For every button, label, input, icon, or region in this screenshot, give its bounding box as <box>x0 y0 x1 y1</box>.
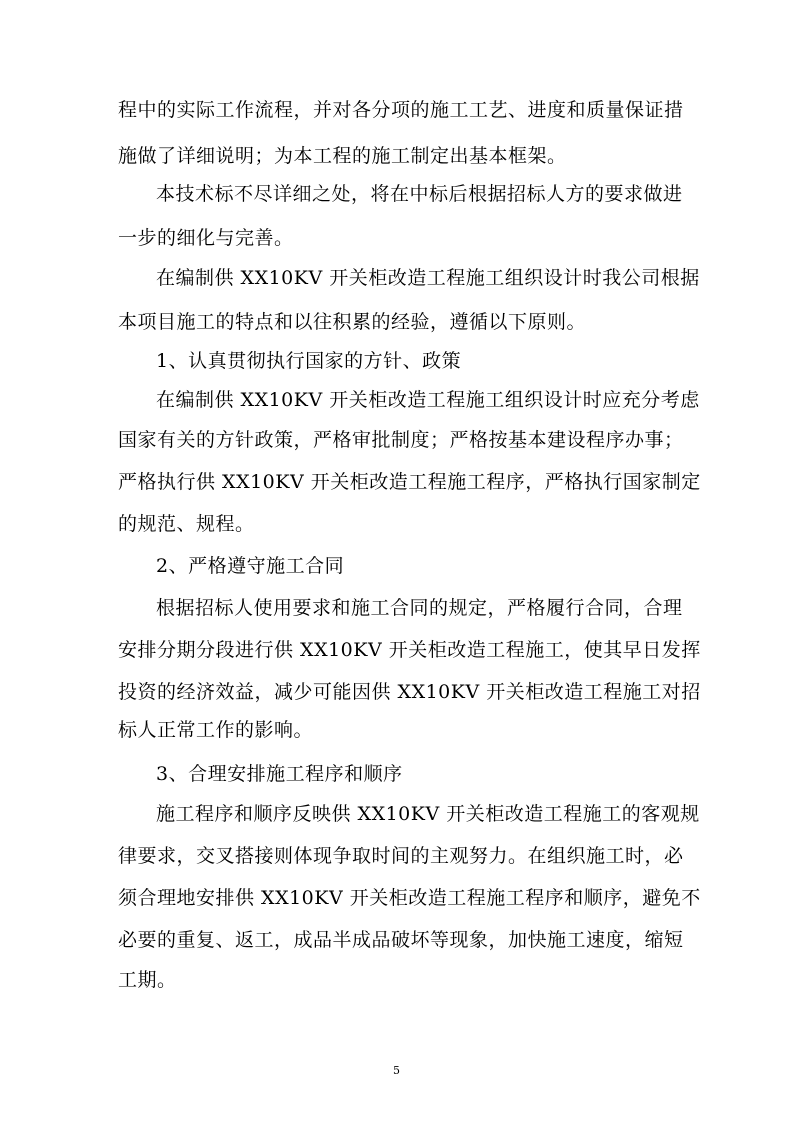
paragraph-line: 在编制供 XX10KV 开关柜改造工程施工组织设计时我公司根据 <box>156 267 700 289</box>
text-line: 律要求，交叉搭接则体现争取时间的主观努力。在组织施工时，必 <box>118 845 684 867</box>
paragraph-line: 在编制供 XX10KV 开关柜改造工程施工组织设计时应充分考虑 <box>156 389 700 411</box>
text-line: 本项目施工的特点和以往积累的经验，遵循以下原则。 <box>118 311 587 333</box>
page-number: 5 <box>393 1064 400 1077</box>
text-line: 国家有关的方针政策，严格审批制度；严格按基本建设程序办事； <box>118 429 684 451</box>
section-heading-1: 1、认真贯彻执行国家的方针、政策 <box>156 350 462 372</box>
text-line: 工期。 <box>118 969 177 991</box>
text-line: 必要的重复、返工，成品半成品破坏等现象，加快施工速度，缩短 <box>118 929 684 951</box>
paragraph-line: 根据招标人使用要求和施工合同的规定，严格履行合同，合理 <box>156 597 683 619</box>
text-line: 施做了详细说明；为本工程的施工制定出基本框架。 <box>118 145 567 167</box>
text-line: 严格执行供 XX10KV 开关柜改造工程施工程序，严格执行国家制定 <box>118 471 701 493</box>
paragraph-line: 施工程序和顺序反映供 XX10KV 开关柜改造工程施工的客观规 <box>156 803 700 825</box>
text-line: 安排分期分段进行供 XX10KV 开关柜改造工程施工，使其早日发挥 <box>118 639 701 661</box>
text-line: 程中的实际工作流程，并对各分项的施工工艺、进度和质量保证措 <box>118 99 684 121</box>
paragraph-line: 本技术标不尽详细之处，将在中标后根据招标人方的要求做进 <box>156 183 683 205</box>
text-line: 一步的细化与完善。 <box>118 227 294 249</box>
text-line: 的规范、规程。 <box>118 513 255 535</box>
text-line: 投资的经济效益，减少可能因供 XX10KV 开关柜改造工程施工对招 <box>118 681 701 703</box>
section-heading-2: 2、严格遵守施工合同 <box>156 555 345 577</box>
section-heading-3: 3、合理安排施工程序和顺序 <box>156 763 403 785</box>
text-line: 标人正常工作的影响。 <box>118 719 314 741</box>
text-line: 须合理地安排供 XX10KV 开关柜改造工程施工程序和顺序，避免不 <box>118 887 701 909</box>
